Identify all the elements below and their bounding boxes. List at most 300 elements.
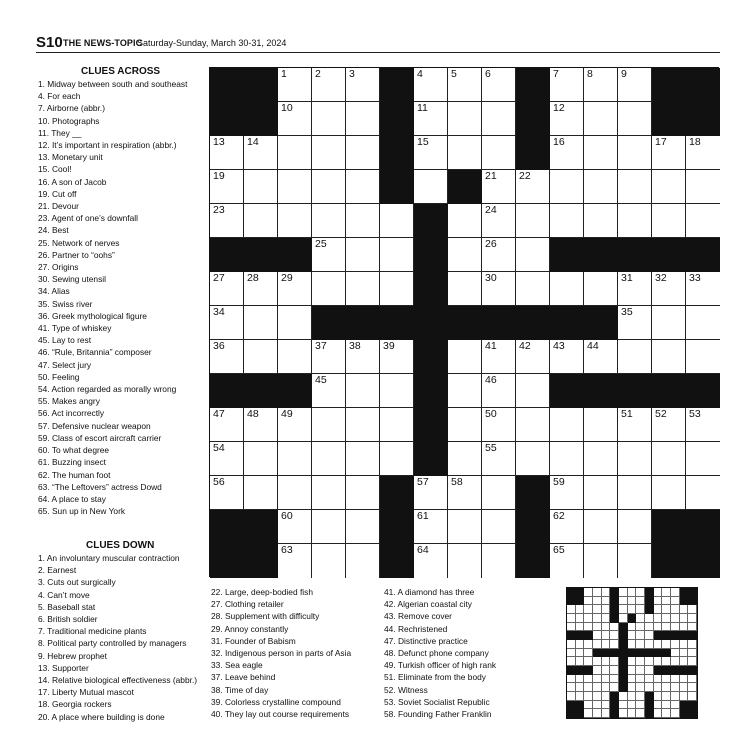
answer-cell[interactable] bbox=[652, 136, 686, 170]
answer-cell[interactable] bbox=[312, 510, 346, 544]
mini-cell bbox=[671, 605, 680, 614]
answer-cell[interactable] bbox=[482, 136, 516, 170]
block-cell bbox=[618, 238, 652, 272]
mini-cell bbox=[593, 657, 602, 666]
mini-cell bbox=[619, 709, 628, 718]
clue-number: 32 bbox=[655, 272, 667, 284]
answer-cell[interactable] bbox=[482, 374, 516, 408]
mini-cell bbox=[619, 597, 628, 606]
answer-cell[interactable] bbox=[414, 510, 448, 544]
clue-number: 34 bbox=[213, 306, 225, 318]
answer-cell[interactable] bbox=[652, 204, 686, 238]
answer-cell[interactable] bbox=[380, 272, 414, 306]
mini-cell bbox=[593, 692, 602, 701]
answer-cell[interactable] bbox=[346, 136, 380, 170]
answer-cell[interactable] bbox=[312, 102, 346, 136]
mini-cell bbox=[662, 701, 671, 710]
answer-cell[interactable] bbox=[210, 272, 244, 306]
down-clue-list-2 bbox=[211, 586, 351, 720]
answer-cell[interactable] bbox=[278, 340, 312, 374]
answer-cell[interactable] bbox=[312, 204, 346, 238]
answer-cell[interactable] bbox=[210, 170, 244, 204]
answer-cell[interactable] bbox=[414, 544, 448, 578]
answer-cell[interactable] bbox=[448, 340, 482, 374]
mini-cell bbox=[602, 666, 611, 675]
mini-cell bbox=[628, 588, 637, 597]
clue-number: 40 bbox=[417, 340, 429, 352]
answer-cell[interactable] bbox=[448, 102, 482, 136]
answer-cell[interactable] bbox=[312, 544, 346, 578]
block-cell bbox=[414, 238, 448, 272]
mini-cell bbox=[671, 683, 680, 692]
answer-cell[interactable] bbox=[278, 476, 312, 510]
block-cell bbox=[414, 374, 448, 408]
clue-item: 2. Earnest bbox=[38, 565, 77, 576]
clue-number: 11 bbox=[417, 102, 428, 114]
answer-cell[interactable] bbox=[686, 442, 720, 476]
answer-cell[interactable] bbox=[550, 136, 584, 170]
answer-cell[interactable] bbox=[380, 238, 414, 272]
mini-cell bbox=[576, 588, 585, 597]
answer-cell[interactable] bbox=[312, 340, 346, 374]
answer-cell[interactable] bbox=[244, 408, 278, 442]
answer-cell[interactable] bbox=[210, 476, 244, 510]
mini-cell bbox=[619, 623, 628, 632]
answer-cell[interactable] bbox=[210, 340, 244, 374]
block-cell bbox=[244, 238, 278, 272]
answer-cell[interactable] bbox=[652, 170, 686, 204]
mini-cell bbox=[567, 631, 576, 640]
block-cell bbox=[686, 510, 720, 544]
block-cell bbox=[414, 408, 448, 442]
mini-cell bbox=[576, 675, 585, 684]
clue-number: 62 bbox=[553, 510, 565, 522]
answer-cell[interactable] bbox=[312, 374, 346, 408]
answer-cell[interactable] bbox=[346, 374, 380, 408]
block-cell bbox=[686, 68, 720, 102]
answer-cell[interactable] bbox=[448, 408, 482, 442]
answer-cell[interactable] bbox=[584, 170, 618, 204]
answer-cell[interactable] bbox=[482, 544, 516, 578]
answer-cell[interactable] bbox=[482, 510, 516, 544]
mini-cell bbox=[636, 701, 645, 710]
clue-number: 49 bbox=[281, 408, 293, 420]
clue-number: 10 bbox=[281, 102, 293, 114]
block-cell bbox=[686, 238, 720, 272]
mini-cell bbox=[671, 640, 680, 649]
mini-cell bbox=[654, 605, 663, 614]
mini-cell bbox=[680, 588, 689, 597]
block-cell bbox=[312, 306, 346, 340]
answer-cell[interactable] bbox=[516, 340, 550, 374]
mini-cell bbox=[688, 709, 697, 718]
answer-cell[interactable] bbox=[414, 136, 448, 170]
answer-cell[interactable] bbox=[482, 476, 516, 510]
mini-cell bbox=[584, 657, 593, 666]
answer-cell[interactable] bbox=[346, 476, 380, 510]
clue-item: 17. Liberty Mutual mascot bbox=[38, 687, 134, 698]
block-cell bbox=[516, 136, 550, 170]
answer-cell[interactable] bbox=[618, 340, 652, 374]
answer-cell[interactable] bbox=[346, 442, 380, 476]
answer-cell[interactable] bbox=[278, 68, 312, 102]
mini-cell bbox=[636, 666, 645, 675]
mini-cell bbox=[602, 657, 611, 666]
mini-cell bbox=[671, 649, 680, 658]
block-cell bbox=[516, 68, 550, 102]
answer-cell[interactable] bbox=[618, 442, 652, 476]
answer-cell[interactable] bbox=[312, 272, 346, 306]
answer-cell[interactable] bbox=[448, 544, 482, 578]
answer-cell[interactable] bbox=[448, 442, 482, 476]
answer-cell[interactable] bbox=[448, 136, 482, 170]
mini-cell bbox=[680, 605, 689, 614]
answer-cell[interactable] bbox=[346, 340, 380, 374]
clue-item: 37. Leave behind bbox=[211, 672, 276, 683]
mini-cell bbox=[619, 657, 628, 666]
answer-cell[interactable] bbox=[618, 408, 652, 442]
clue-number: 19 bbox=[213, 170, 225, 182]
block-cell bbox=[414, 204, 448, 238]
mini-cell bbox=[680, 631, 689, 640]
answer-cell[interactable] bbox=[686, 204, 720, 238]
mini-cell bbox=[602, 709, 611, 718]
mini-cell bbox=[654, 675, 663, 684]
answer-cell[interactable] bbox=[312, 68, 346, 102]
down-heading: CLUES DOWN bbox=[86, 540, 155, 551]
answer-cell[interactable] bbox=[448, 272, 482, 306]
mini-cell bbox=[654, 649, 663, 658]
answer-cell[interactable] bbox=[618, 544, 652, 578]
mini-cell bbox=[628, 701, 637, 710]
block-cell bbox=[244, 68, 278, 102]
clue-item: 38. Time of day bbox=[211, 684, 269, 695]
answer-cell[interactable] bbox=[482, 204, 516, 238]
clue-number: 63 bbox=[281, 544, 293, 556]
answer-cell[interactable] bbox=[652, 476, 686, 510]
answer-cell[interactable] bbox=[448, 510, 482, 544]
answer-cell[interactable] bbox=[516, 204, 550, 238]
clue-item: 6. British soldier bbox=[38, 614, 98, 625]
clue-item: 57. Defensive nuclear weapon bbox=[38, 420, 151, 431]
answer-cell[interactable] bbox=[278, 102, 312, 136]
answer-cell[interactable] bbox=[482, 408, 516, 442]
mini-cell bbox=[662, 666, 671, 675]
answer-cell[interactable] bbox=[618, 272, 652, 306]
answer-cell[interactable] bbox=[414, 170, 448, 204]
answer-cell[interactable] bbox=[618, 68, 652, 102]
answer-cell[interactable] bbox=[312, 442, 346, 476]
block-cell bbox=[448, 170, 482, 204]
answer-cell[interactable] bbox=[652, 408, 686, 442]
clue-number: 25 bbox=[315, 238, 327, 250]
answer-cell[interactable] bbox=[244, 340, 278, 374]
answer-cell[interactable] bbox=[584, 408, 618, 442]
answer-cell[interactable] bbox=[584, 136, 618, 170]
clue-item: 8. Political party controlled by managers bbox=[38, 638, 187, 649]
mini-cell bbox=[688, 640, 697, 649]
mini-cell bbox=[567, 692, 576, 701]
answer-cell[interactable] bbox=[550, 170, 584, 204]
answer-cell[interactable] bbox=[346, 204, 380, 238]
block-cell bbox=[414, 272, 448, 306]
answer-cell[interactable] bbox=[278, 136, 312, 170]
answer-cell[interactable] bbox=[550, 102, 584, 136]
mini-cell bbox=[680, 640, 689, 649]
answer-cell[interactable] bbox=[482, 272, 516, 306]
answer-cell[interactable] bbox=[618, 102, 652, 136]
answer-cell[interactable] bbox=[278, 544, 312, 578]
mini-cell bbox=[680, 623, 689, 632]
answer-cell[interactable] bbox=[550, 68, 584, 102]
clue-number: 14 bbox=[247, 136, 259, 148]
mini-cell bbox=[610, 666, 619, 675]
answer-cell[interactable] bbox=[482, 170, 516, 204]
mini-cell bbox=[610, 640, 619, 649]
mini-cell bbox=[636, 640, 645, 649]
answer-cell[interactable] bbox=[346, 238, 380, 272]
mini-cell bbox=[610, 605, 619, 614]
answer-cell[interactable] bbox=[346, 68, 380, 102]
clue-number: 4 bbox=[417, 68, 423, 80]
answer-cell[interactable] bbox=[380, 340, 414, 374]
answer-cell[interactable] bbox=[550, 408, 584, 442]
mini-cell bbox=[610, 631, 619, 640]
answer-cell[interactable] bbox=[550, 272, 584, 306]
clue-item: 60. To what degree bbox=[38, 445, 110, 456]
mini-cell bbox=[576, 597, 585, 606]
mini-cell bbox=[688, 631, 697, 640]
answer-cell[interactable] bbox=[346, 272, 380, 306]
answer-cell[interactable] bbox=[312, 238, 346, 272]
answer-cell[interactable] bbox=[414, 68, 448, 102]
answer-cell[interactable] bbox=[482, 238, 516, 272]
mini-cell bbox=[584, 675, 593, 684]
answer-cell[interactable] bbox=[312, 408, 346, 442]
answer-cell[interactable] bbox=[516, 374, 550, 408]
mini-cell bbox=[584, 649, 593, 658]
mini-cell bbox=[567, 623, 576, 632]
mini-cell bbox=[602, 692, 611, 701]
mini-cell bbox=[654, 588, 663, 597]
answer-cell[interactable] bbox=[278, 510, 312, 544]
block-cell bbox=[652, 68, 686, 102]
mini-cell bbox=[671, 588, 680, 597]
clue-number: 27 bbox=[213, 272, 225, 284]
block-cell bbox=[652, 544, 686, 578]
answer-cell[interactable] bbox=[210, 136, 244, 170]
mini-cell bbox=[593, 666, 602, 675]
answer-cell[interactable] bbox=[550, 442, 584, 476]
clue-item: 39. Colorless crystalline compound bbox=[211, 696, 341, 707]
answer-cell[interactable] bbox=[448, 68, 482, 102]
answer-cell[interactable] bbox=[584, 544, 618, 578]
answer-cell[interactable] bbox=[584, 442, 618, 476]
mini-cell bbox=[688, 657, 697, 666]
answer-cell[interactable] bbox=[278, 204, 312, 238]
answer-cell[interactable] bbox=[618, 136, 652, 170]
answer-cell[interactable] bbox=[380, 374, 414, 408]
answer-cell[interactable] bbox=[584, 272, 618, 306]
clue-item: 42. Algerian coastal city bbox=[384, 599, 472, 610]
answer-cell[interactable] bbox=[550, 510, 584, 544]
clue-item: 3. Cuts out surgically bbox=[38, 577, 116, 588]
answer-cell[interactable] bbox=[686, 306, 720, 340]
mini-cell bbox=[619, 640, 628, 649]
clue-number: 28 bbox=[247, 272, 259, 284]
answer-cell[interactable] bbox=[584, 204, 618, 238]
answer-cell[interactable] bbox=[652, 306, 686, 340]
answer-cell[interactable] bbox=[312, 136, 346, 170]
mini-cell bbox=[680, 709, 689, 718]
answer-cell[interactable] bbox=[618, 510, 652, 544]
answer-cell[interactable] bbox=[448, 204, 482, 238]
mini-cell bbox=[593, 605, 602, 614]
mini-cell bbox=[593, 640, 602, 649]
answer-cell[interactable] bbox=[482, 340, 516, 374]
answer-cell[interactable] bbox=[516, 170, 550, 204]
answer-cell[interactable] bbox=[550, 544, 584, 578]
answer-cell[interactable] bbox=[244, 476, 278, 510]
clue-item: 12. It’s important in respiration (abbr.) bbox=[38, 140, 177, 151]
answer-cell[interactable] bbox=[244, 170, 278, 204]
answer-cell[interactable] bbox=[448, 374, 482, 408]
answer-cell[interactable] bbox=[380, 442, 414, 476]
answer-cell[interactable] bbox=[584, 102, 618, 136]
clue-number: 9 bbox=[621, 68, 627, 80]
clue-item: 16. A son of Jacob bbox=[38, 176, 107, 187]
answer-cell[interactable] bbox=[618, 476, 652, 510]
block-cell bbox=[210, 102, 244, 136]
mini-cell bbox=[610, 709, 619, 718]
clue-item: 63. “The Leftovers” actress Dowd bbox=[38, 481, 162, 492]
mini-cell bbox=[628, 597, 637, 606]
answer-cell[interactable] bbox=[584, 68, 618, 102]
block-cell bbox=[210, 68, 244, 102]
mini-cell bbox=[680, 597, 689, 606]
answer-cell[interactable] bbox=[482, 68, 516, 102]
answer-cell[interactable] bbox=[346, 408, 380, 442]
clue-number: 41 bbox=[485, 340, 497, 352]
answer-cell[interactable] bbox=[244, 204, 278, 238]
answer-cell[interactable] bbox=[686, 170, 720, 204]
mini-cell bbox=[567, 605, 576, 614]
mini-cell bbox=[593, 631, 602, 640]
answer-cell[interactable] bbox=[516, 272, 550, 306]
answer-cell[interactable] bbox=[652, 442, 686, 476]
clue-item: 18. Georgia rockers bbox=[38, 699, 112, 710]
clue-item: 25. Network of nerves bbox=[38, 237, 120, 248]
answer-cell[interactable] bbox=[686, 340, 720, 374]
answer-cell[interactable] bbox=[380, 408, 414, 442]
clue-item: 33. Sea eagle bbox=[211, 660, 263, 671]
answer-cell[interactable] bbox=[482, 102, 516, 136]
answer-cell[interactable] bbox=[516, 442, 550, 476]
answer-cell[interactable] bbox=[278, 170, 312, 204]
clue-item: 41. Type of whiskey bbox=[38, 323, 112, 334]
answer-cell[interactable] bbox=[312, 476, 346, 510]
answer-cell[interactable] bbox=[652, 272, 686, 306]
answer-cell[interactable] bbox=[618, 306, 652, 340]
answer-cell[interactable] bbox=[686, 272, 720, 306]
mini-cell bbox=[619, 666, 628, 675]
clue-number: 8 bbox=[587, 68, 593, 80]
clue-number: 64 bbox=[417, 544, 429, 556]
mini-cell bbox=[636, 623, 645, 632]
mini-cell bbox=[567, 588, 576, 597]
mini-cell bbox=[645, 701, 654, 710]
answer-cell[interactable] bbox=[244, 272, 278, 306]
answer-cell[interactable] bbox=[244, 442, 278, 476]
clue-number: 30 bbox=[485, 272, 497, 284]
answer-cell[interactable] bbox=[346, 102, 380, 136]
clue-item: 31. Founder of Babism bbox=[211, 635, 296, 646]
answer-cell[interactable] bbox=[414, 102, 448, 136]
answer-cell[interactable] bbox=[210, 306, 244, 340]
answer-cell[interactable] bbox=[380, 204, 414, 238]
answer-cell[interactable] bbox=[210, 204, 244, 238]
answer-cell[interactable] bbox=[278, 408, 312, 442]
mini-cell bbox=[688, 701, 697, 710]
answer-cell[interactable] bbox=[278, 442, 312, 476]
answer-cell[interactable] bbox=[278, 306, 312, 340]
down-clue-list-1 bbox=[38, 552, 197, 723]
answer-cell[interactable] bbox=[584, 340, 618, 374]
answer-cell[interactable] bbox=[346, 170, 380, 204]
answer-cell[interactable] bbox=[584, 476, 618, 510]
answer-cell[interactable] bbox=[686, 136, 720, 170]
mini-cell bbox=[654, 657, 663, 666]
answer-cell[interactable] bbox=[210, 442, 244, 476]
mini-cell bbox=[645, 597, 654, 606]
mini-cell bbox=[688, 597, 697, 606]
answer-cell[interactable] bbox=[244, 306, 278, 340]
mini-cell bbox=[680, 701, 689, 710]
answer-cell[interactable] bbox=[414, 476, 448, 510]
answer-cell[interactable] bbox=[210, 408, 244, 442]
answer-cell[interactable] bbox=[516, 408, 550, 442]
answer-cell[interactable] bbox=[482, 442, 516, 476]
answer-cell[interactable] bbox=[550, 476, 584, 510]
answer-cell[interactable] bbox=[584, 510, 618, 544]
block-cell bbox=[414, 340, 448, 374]
answer-cell[interactable] bbox=[686, 476, 720, 510]
block-cell bbox=[686, 102, 720, 136]
answer-cell[interactable] bbox=[278, 272, 312, 306]
clue-number: 16 bbox=[553, 136, 565, 148]
clue-number: 3 bbox=[349, 68, 355, 80]
mini-cell bbox=[645, 614, 654, 623]
mini-cell bbox=[602, 614, 611, 623]
answer-cell[interactable] bbox=[550, 204, 584, 238]
answer-cell[interactable] bbox=[244, 136, 278, 170]
mini-cell bbox=[576, 649, 585, 658]
answer-cell[interactable] bbox=[550, 340, 584, 374]
answer-cell[interactable] bbox=[686, 408, 720, 442]
answer-cell[interactable] bbox=[346, 510, 380, 544]
answer-cell[interactable] bbox=[312, 170, 346, 204]
answer-cell[interactable] bbox=[618, 204, 652, 238]
answer-cell[interactable] bbox=[516, 238, 550, 272]
clue-item: 21. Devour bbox=[38, 201, 79, 212]
answer-cell[interactable] bbox=[618, 170, 652, 204]
answer-cell[interactable] bbox=[652, 340, 686, 374]
answer-cell[interactable] bbox=[448, 238, 482, 272]
answer-cell[interactable] bbox=[448, 476, 482, 510]
mini-cell bbox=[584, 623, 593, 632]
mini-cell bbox=[593, 675, 602, 684]
answer-cell[interactable] bbox=[346, 544, 380, 578]
